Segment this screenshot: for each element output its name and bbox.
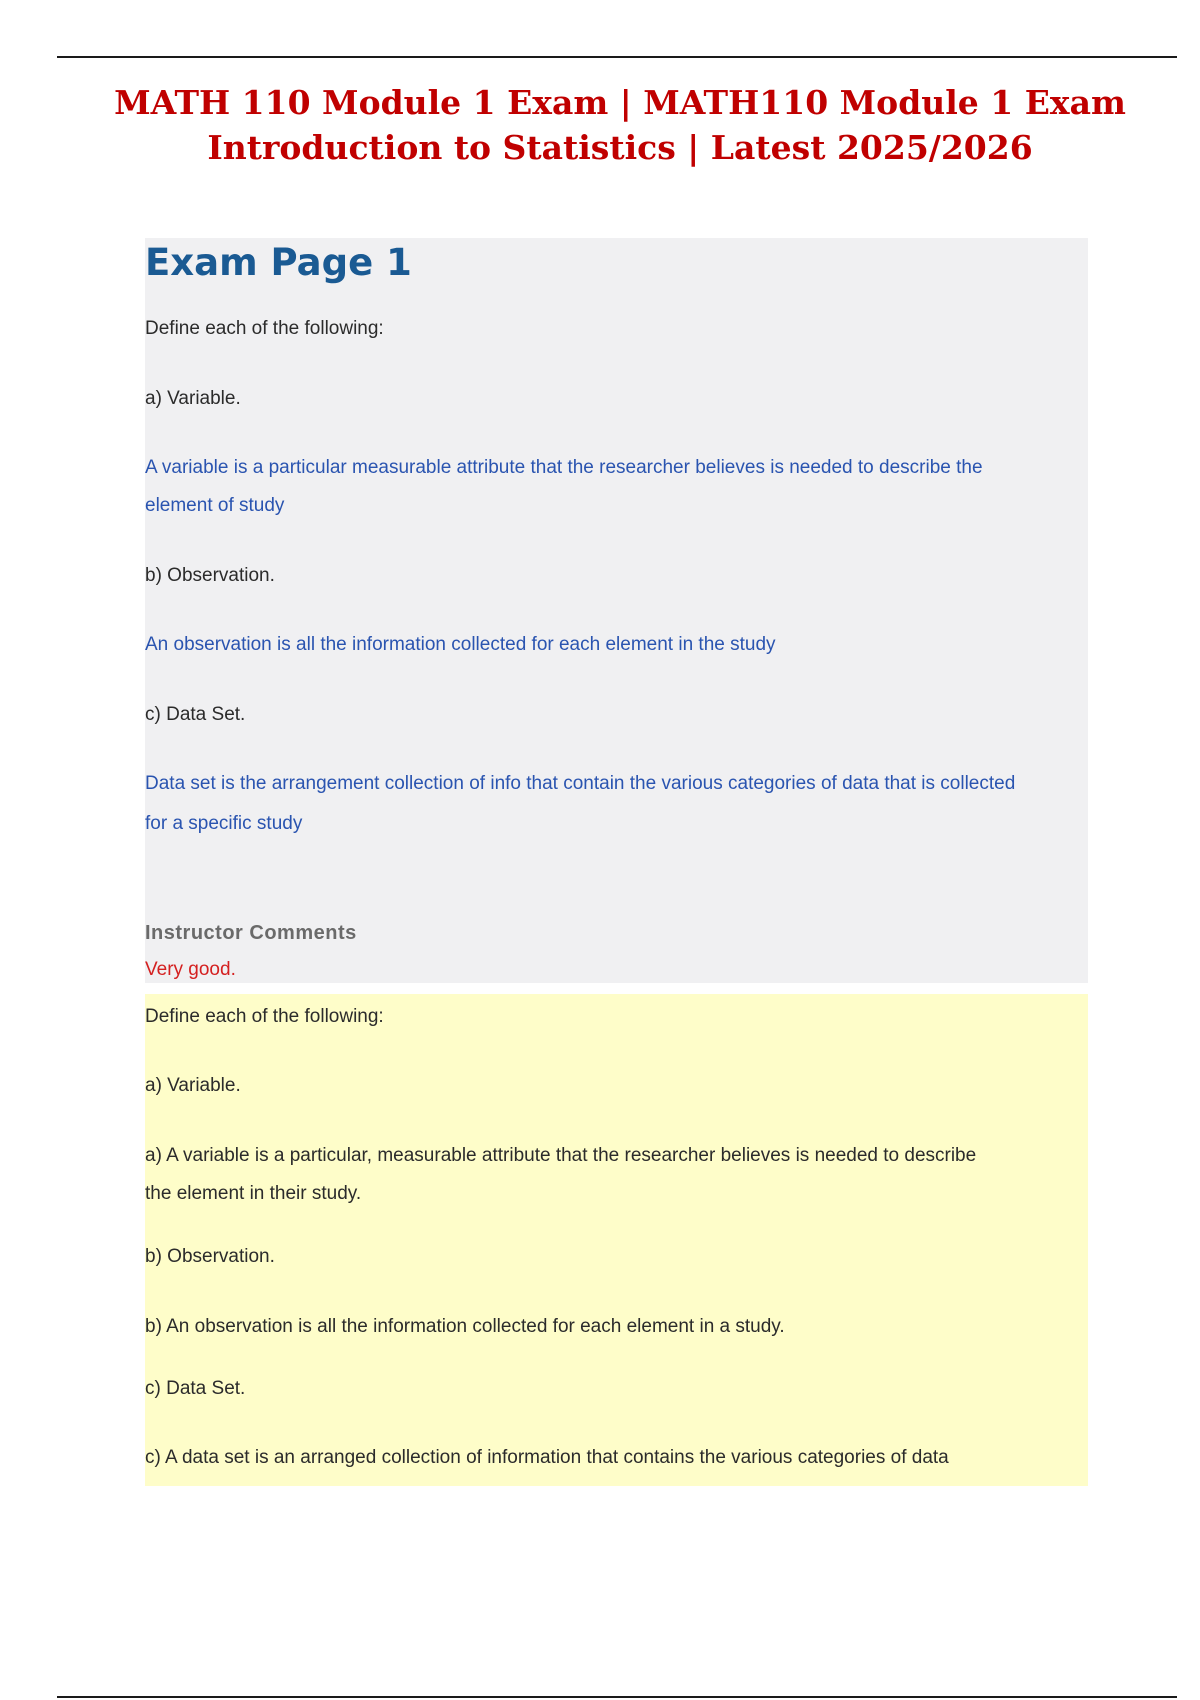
answer-variable-line-1: A variable is a particular measurable attribute that the researcher believes is needed to describe the — [145, 457, 983, 478]
answer-data-set-line-2: for a specific study — [145, 813, 303, 834]
answer-key-observation: b) An observation is all the information collected for each element in a study. — [145, 1316, 785, 1337]
answer-key-variable-line-1: a) A variable is a particular, measurable attribute that the researcher believes is needed to describe — [145, 1145, 977, 1166]
answer-key-question-data-set: c) Data Set. — [145, 1378, 246, 1399]
answer-key-question-observation: b) Observation. — [145, 1246, 275, 1267]
answer-key-variable-line-2: the element in their study. — [145, 1183, 362, 1204]
exam-prompt: Define each of the following: — [145, 318, 384, 339]
answer-key-question-variable: a) Variable. — [145, 1075, 241, 1096]
top-divider — [57, 56, 1177, 58]
question-variable: a) Variable. — [145, 388, 241, 409]
answer-key-prompt: Define each of the following: — [145, 1006, 384, 1027]
document-title-line-2: Introduction to Statistics | Latest 2025/2026 — [207, 128, 1033, 167]
exam-page-panel — [145, 238, 1088, 983]
document-title-line-1: MATH 110 Module 1 Exam | MATH110 Module 1 Exam — [114, 83, 1126, 122]
answer-observation: An observation is all the information collected for each element in the study — [145, 634, 776, 655]
answer-variable-line-2: element of study — [145, 495, 285, 516]
answer-key-data-set: c) A data set is an arranged collection of information that contains the various categories of data — [145, 1447, 949, 1468]
exam-page-heading: Exam Page 1 — [145, 241, 412, 284]
instructor-comments-label: Instructor Comments — [145, 922, 357, 944]
question-data-set: c) Data Set. — [145, 704, 246, 725]
question-observation: b) Observation. — [145, 565, 275, 586]
instructor-comments-text: Very good. — [145, 959, 236, 980]
answer-data-set-line-1: Data set is the arrangement collection of info that contain the various categories of data that is collected — [145, 773, 1016, 794]
document-title — [100, 80, 1140, 170]
answer-key-panel — [145, 994, 1088, 1486]
bottom-divider — [57, 1696, 1177, 1698]
